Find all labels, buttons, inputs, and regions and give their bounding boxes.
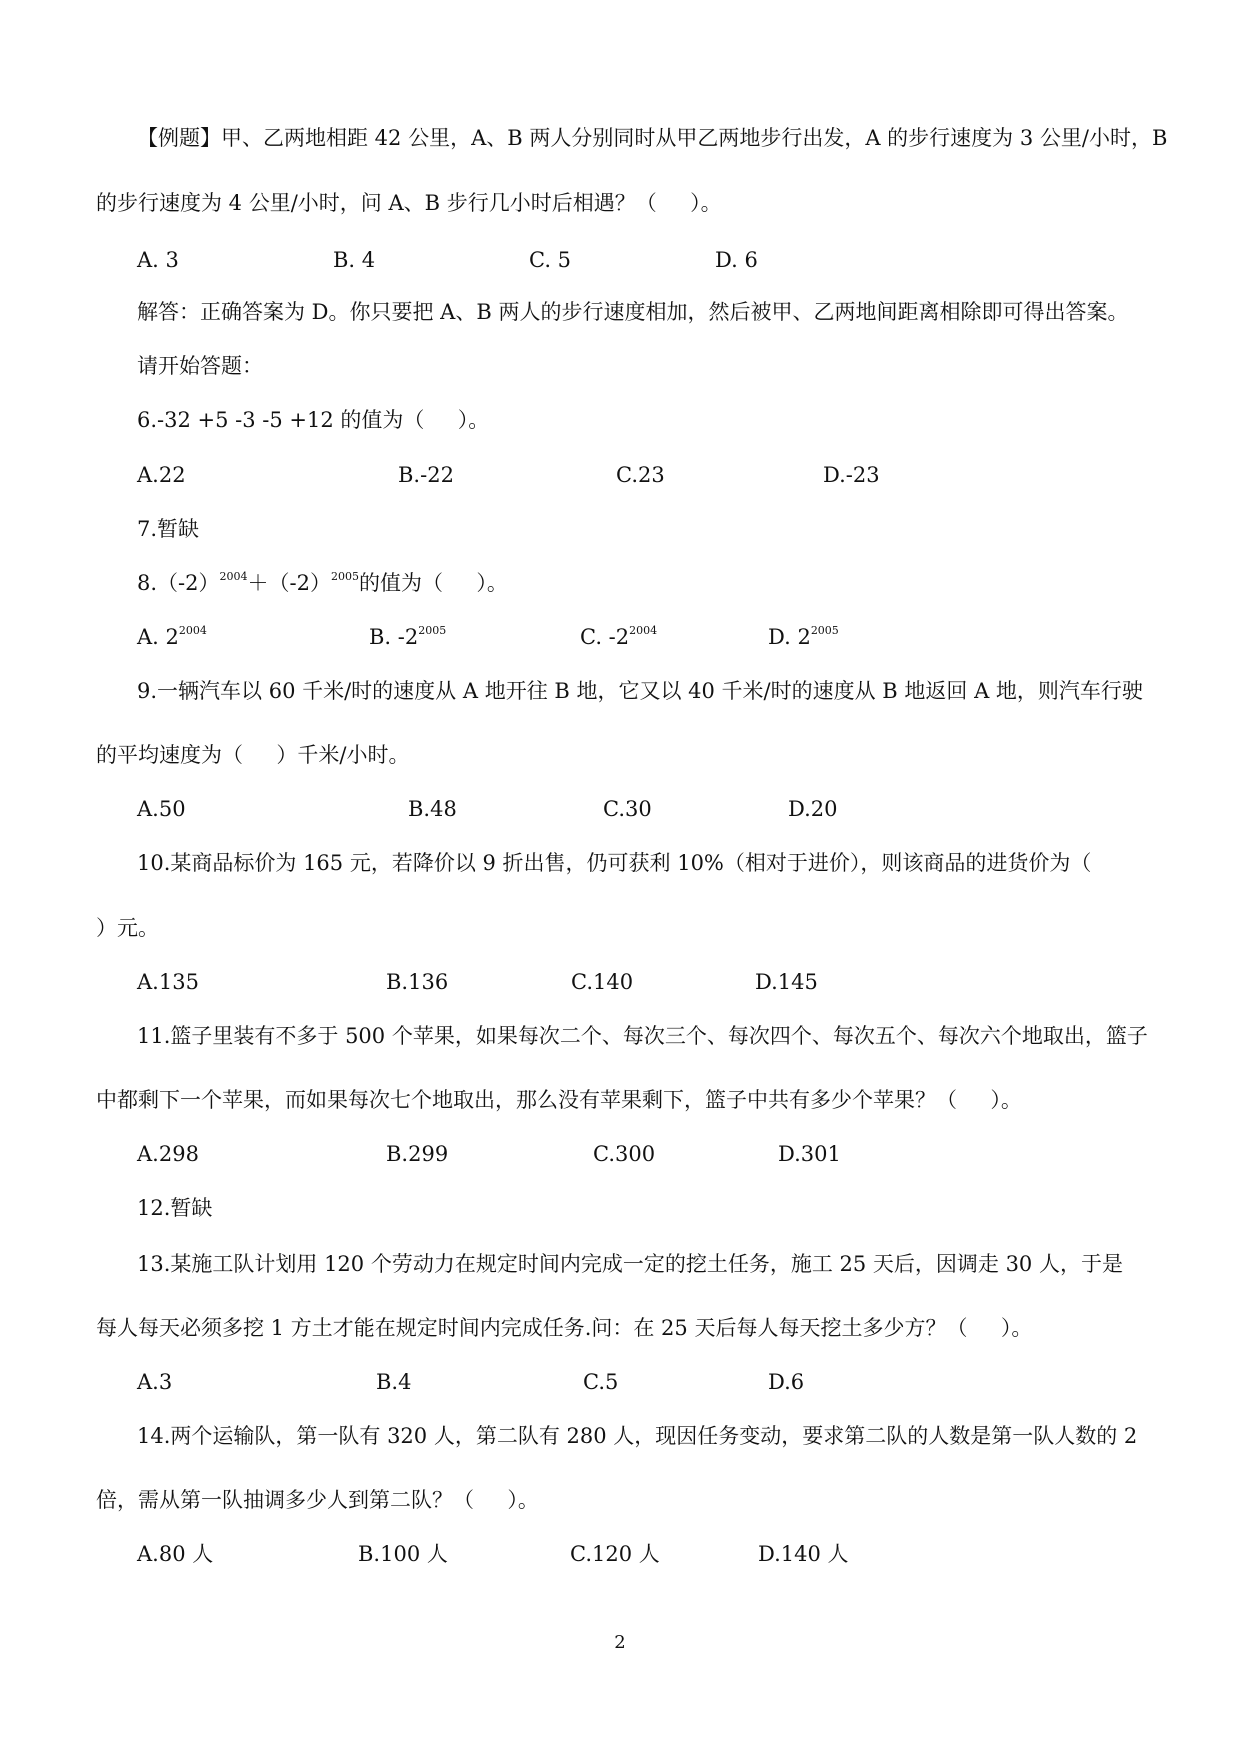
q6-option-b: B.-22 <box>398 463 454 487</box>
example-option-c: C. 5 <box>529 248 572 272</box>
q6-option-a: A.22 <box>137 463 186 487</box>
q11-option-b: B.299 <box>386 1142 449 1166</box>
q14-option-a: A.80 人 <box>137 1542 214 1566</box>
question-6: 6.-32 +5 -3 -5 +12 的值为（ ）。 <box>137 408 490 432</box>
instruction: 请开始答题： <box>137 354 263 378</box>
q8-option-d <box>768 624 839 649</box>
q6-option-d: D.-23 <box>823 463 880 487</box>
q8-option-a-base: A. 2 <box>137 625 179 649</box>
example-answer: 解答：正确答案为 D。你只要把 A、B 两人的步行速度相加，然后被甲、乙两地间距离相除即可得出答案。 <box>137 300 1129 324</box>
q9-option-c: C.30 <box>603 797 652 821</box>
question-11-line-1: 11.篮子里装有不多于 500 个苹果，如果每次二个、每次三个、每次四个、每次五个、每次六个地取出，篮子 <box>137 1024 1148 1048</box>
question-9-line-2: 的平均速度为（ ）千米/小时。 <box>96 743 410 767</box>
question-14-line-1: 14.两个运输队，第一队有 320 人，第二队有 280 人，现因任务变动，要求第二队的人数是第一队人数的 2 <box>137 1424 1138 1448</box>
q8-option-b-exp: 2005 <box>418 624 447 637</box>
q8-option-c-base: C. -2 <box>580 625 630 649</box>
q13-option-b: B.4 <box>376 1370 412 1394</box>
q10-option-a: A.135 <box>137 970 199 994</box>
q11-option-a: A.298 <box>137 1142 199 1166</box>
q8-stem-prefix: 8.（-2） <box>137 571 220 595</box>
q8-option-b-base: B. -2 <box>369 625 419 649</box>
q14-option-c: C.120 人 <box>570 1542 660 1566</box>
example-line-2: 的步行速度为 4 公里/小时，问 A、B 步行几小时后相遇？（ ）。 <box>96 191 722 215</box>
q13-option-a: A.3 <box>137 1370 173 1394</box>
question-10-line-2: ）元。 <box>96 916 159 940</box>
q11-option-d: D.301 <box>778 1142 841 1166</box>
question-13-line-1: 13.某施工队计划用 120 个劳动力在规定时间内完成一定的挖土任务，施工 25 天后，因调走 30 人，于是 <box>137 1252 1123 1276</box>
q13-option-d: D.6 <box>768 1370 805 1394</box>
q8-option-d-base: D. 2 <box>768 625 811 649</box>
q8-stem-suffix: 的值为（ ）。 <box>358 571 508 595</box>
q11-option-c: C.300 <box>593 1142 656 1166</box>
question-9-line-1: 9.一辆汽车以 60 千米/时的速度从 A 地开往 B 地，它又以 40 千米/时的速度从 B 地返回 A 地，则汽车行驶 <box>137 679 1143 703</box>
example-option-b: B. 4 <box>333 248 376 272</box>
q8-option-c-exp: 2004 <box>629 624 658 637</box>
example-option-d: D. 6 <box>715 248 758 272</box>
q9-option-a: A.50 <box>137 797 186 821</box>
question-12: 12.暂缺 <box>137 1196 213 1220</box>
q9-option-d: D.20 <box>788 797 838 821</box>
q14-option-b: B.100 人 <box>358 1542 448 1566</box>
question-7: 7.暂缺 <box>137 517 200 541</box>
q9-option-b: B.48 <box>408 797 457 821</box>
q8-option-a <box>137 624 207 649</box>
q8-exponent-1: 2004 <box>219 570 248 583</box>
q14-option-d: D.140 人 <box>758 1542 849 1566</box>
q8-stem-mid: ＋（-2） <box>247 571 331 595</box>
question-13-line-2: 每人每天必须多挖 1 方土才能在规定时间内完成任务.问：在 25 天后每人每天挖土多少方？（ ）。 <box>96 1316 1033 1340</box>
example-line-1: 【例题】甲、乙两地相距 42 公里，A、B 两人分别同时从甲乙两地步行出发，A 的步行速度为 3 公里/小时，B <box>137 126 1168 150</box>
q8-option-c <box>580 624 658 649</box>
question-10-line-1: 10.某商品标价为 165 元，若降价以 9 折出售，仍可获利 10%（相对于进价），则该商品的进货价为（ <box>137 851 1092 875</box>
q8-option-d-exp: 2005 <box>810 624 839 637</box>
question-8 <box>137 570 508 595</box>
page-number: 2 <box>614 1632 626 1653</box>
question-14-line-2: 倍，需从第一队抽调多少人到第二队？（ ）。 <box>96 1488 539 1512</box>
example-option-a: A. 3 <box>137 248 179 272</box>
q8-option-a-exp: 2004 <box>178 624 207 637</box>
q8-exponent-2: 2005 <box>330 570 359 583</box>
q8-option-b <box>369 624 447 649</box>
question-11-line-2: 中都剩下一个苹果，而如果每次七个地取出，那么没有苹果剩下，篮子中共有多少个苹果？（ ）。 <box>96 1088 1022 1112</box>
q6-option-c: C.23 <box>616 463 665 487</box>
q10-option-d: D.145 <box>755 970 818 994</box>
q10-option-b: B.136 <box>386 970 449 994</box>
q13-option-c: C.5 <box>583 1370 619 1394</box>
q10-option-c: C.140 <box>571 970 634 994</box>
